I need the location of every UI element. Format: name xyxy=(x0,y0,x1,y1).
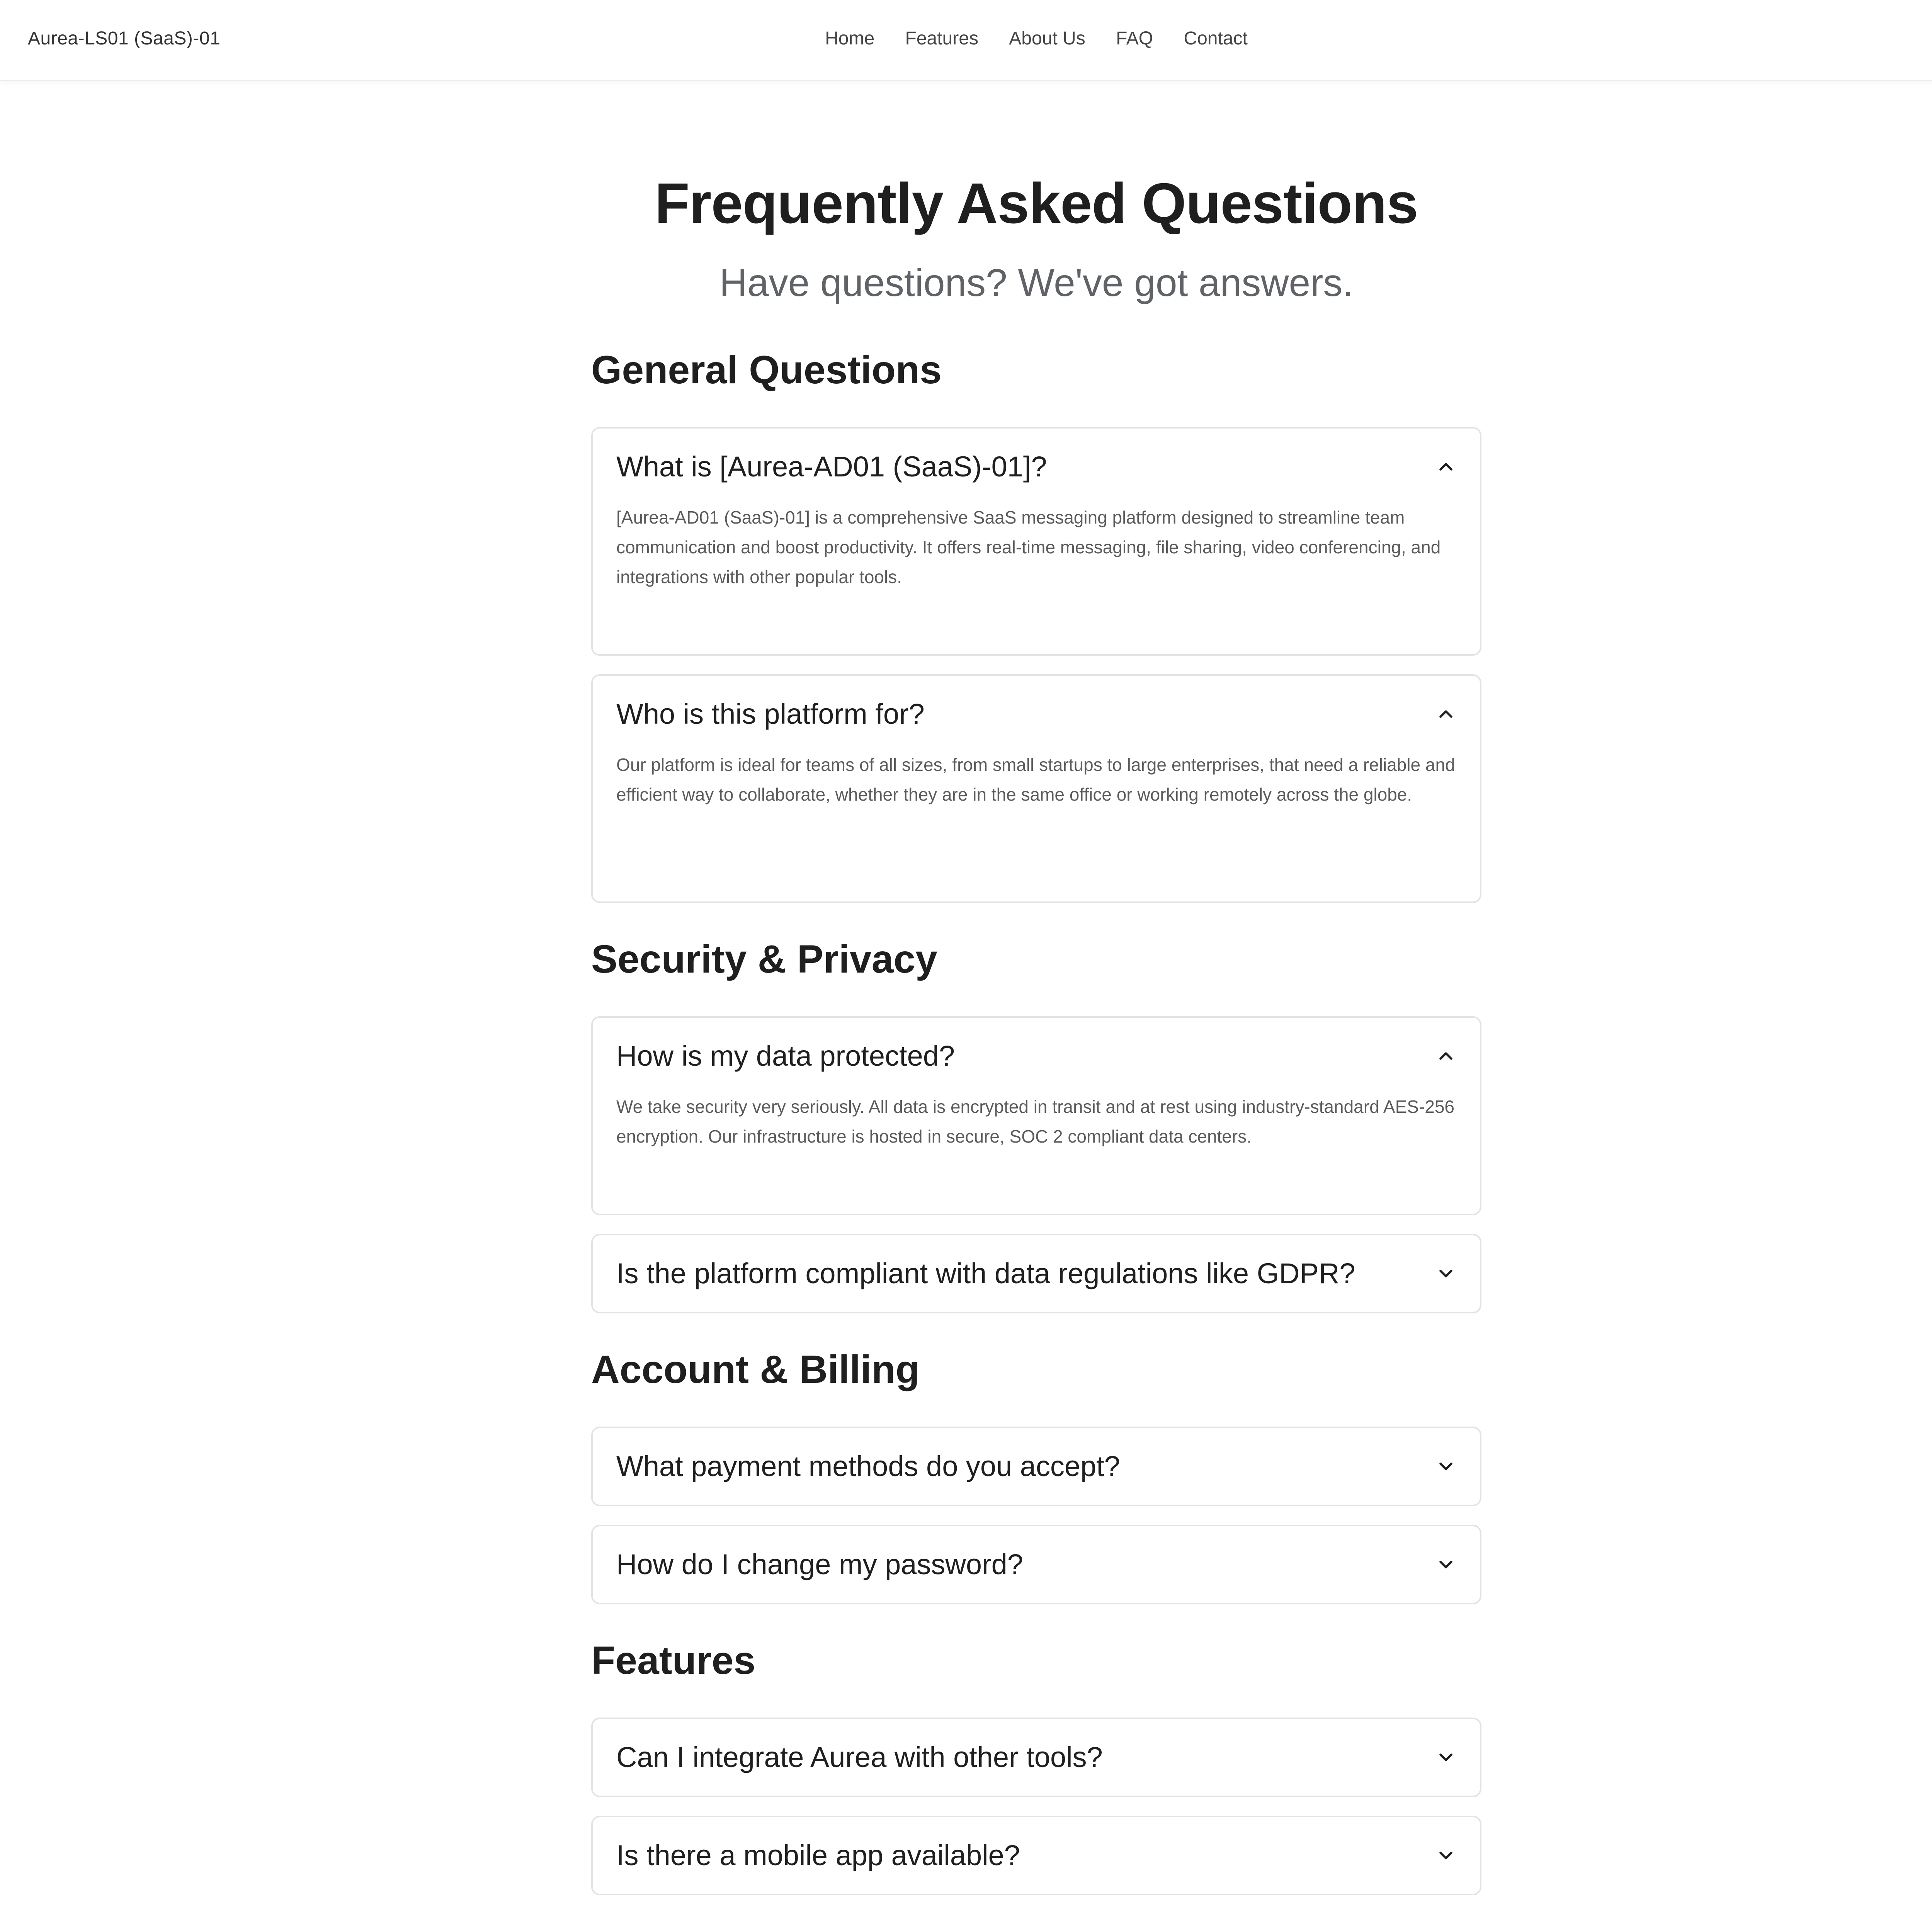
faq-answer-text: Our platform is ideal for teams of all sizes, from small startups to large enterprises, that need a reliable and efficient way to collaborate, whether they are in the same office or working remotely across the globe. xyxy=(616,755,1455,804)
chevron-down-icon xyxy=(1435,1747,1457,1768)
faq-section-account-billing xyxy=(591,1346,1481,1604)
faq-item xyxy=(591,1525,1481,1604)
section-title-security: Security & Privacy xyxy=(591,937,937,981)
section-title-account-billing: Account & Billing xyxy=(591,1347,920,1391)
top-navbar xyxy=(0,0,1932,81)
nav-link-contact[interactable]: Contact xyxy=(1184,28,1248,49)
nav-link-about-us[interactable]: About Us xyxy=(1009,28,1085,49)
chevron-down-icon xyxy=(1435,1554,1457,1575)
faq-question-toggle[interactable] xyxy=(593,429,1480,505)
nav-link-home[interactable]: Home xyxy=(825,28,875,49)
main-nav xyxy=(0,26,1932,51)
faq-question-text: How is my data protected? xyxy=(616,1040,955,1072)
nav-link-faq[interactable]: FAQ xyxy=(1116,28,1153,49)
section-title-general: General Questions xyxy=(591,348,942,392)
faq-question-text: Can I integrate Aurea with other tools? xyxy=(616,1741,1103,1773)
brand-name[interactable]: Aurea-LS01 (SaaS)-01 xyxy=(28,28,221,49)
faq-question-toggle[interactable] xyxy=(593,1526,1480,1603)
faq-question-toggle[interactable] xyxy=(593,676,1480,752)
chevron-down-icon xyxy=(1435,1263,1457,1284)
faq-question-toggle[interactable] xyxy=(593,1817,1480,1894)
chevron-down-icon xyxy=(1435,1456,1457,1477)
faq-question-text: Is there a mobile app available? xyxy=(616,1839,1020,1871)
faq-question-text: What is [Aurea-AD01 (SaaS)-01]? xyxy=(616,451,1047,483)
chevron-down-icon xyxy=(1435,1845,1457,1866)
faq-answer-text: [Aurea-AD01 (SaaS)-01] is a comprehensive SaaS messaging platform designed to streamline team communication and boost productivity. It offers real-time messaging, file sharing, video conferencing, and integrations with other popular tools. xyxy=(616,507,1441,587)
faq-question-toggle[interactable] xyxy=(593,1428,1480,1505)
faq-item xyxy=(591,1016,1481,1215)
nav-link-features[interactable]: Features xyxy=(905,28,978,49)
chevron-up-icon xyxy=(1435,1045,1457,1067)
faq-container xyxy=(591,81,1481,1895)
faq-answer-text: We take security very seriously. All data is encrypted in transit and at rest using industry-standard AES-256 encryption. Our infrastructure is hosted in secure, SOC 2 compliant data centers. xyxy=(616,1097,1455,1146)
faq-question-toggle[interactable] xyxy=(593,1719,1480,1796)
faq-item xyxy=(591,1427,1481,1506)
faq-section-features xyxy=(591,1637,1481,1895)
faq-section-general xyxy=(591,347,1481,903)
faq-question-toggle[interactable] xyxy=(593,1235,1480,1312)
section-title-features: Features xyxy=(591,1638,756,1682)
chevron-up-icon xyxy=(1435,703,1457,725)
faq-question-text: How do I change my password? xyxy=(616,1548,1023,1580)
faq-item xyxy=(591,427,1481,656)
faq-item xyxy=(591,1234,1481,1313)
faq-section-security xyxy=(591,936,1481,1313)
faq-question-text: What payment methods do you accept? xyxy=(616,1450,1120,1482)
chevron-up-icon xyxy=(1435,456,1457,478)
faq-question-toggle[interactable] xyxy=(593,1018,1480,1094)
page-subtitle: Have questions? We've got answers. xyxy=(719,261,1354,304)
faq-item xyxy=(591,674,1481,903)
page-title: Frequently Asked Questions xyxy=(655,172,1418,235)
faq-question-text: Is the platform compliant with data regulations like GDPR? xyxy=(616,1257,1355,1289)
faq-item xyxy=(591,1816,1481,1895)
faq-question-text: Who is this platform for? xyxy=(616,698,925,730)
faq-item xyxy=(591,1718,1481,1797)
